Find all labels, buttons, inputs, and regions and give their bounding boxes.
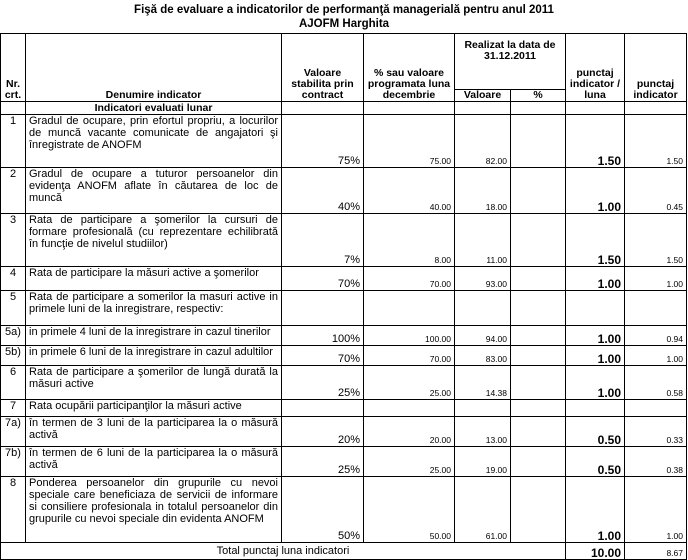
row-contract-value[interactable]: 75% <box>282 115 364 168</box>
table-row <box>1 366 687 400</box>
row-realizat-value[interactable] <box>455 291 511 326</box>
header-punctaj-indicator: punctaj indicator <box>625 34 687 102</box>
row-punctaj-luna[interactable]: 1.00 <box>566 366 625 400</box>
table-row <box>1 477 687 543</box>
row-punctaj[interactable]: 0.38 <box>625 447 687 477</box>
table-row <box>1 326 687 346</box>
row-realizat-pct[interactable] <box>511 326 566 346</box>
header-punctaj-luna: punctaj indicator / luna <box>566 34 625 102</box>
header-denumire: Denumire indicator <box>26 34 282 102</box>
row-realizat-value[interactable]: 61.00 <box>455 477 511 543</box>
row-programat-value[interactable]: 8.00 <box>364 214 455 267</box>
row-contract-value[interactable]: 70% <box>282 267 364 291</box>
row-realizat-pct[interactable] <box>511 477 566 543</box>
table-row <box>1 291 687 326</box>
row-realizat-pct[interactable] <box>511 291 566 326</box>
row-name[interactable]: Gradul de ocupare, prin efortul propriu, a locurilor de muncă vacante comunicate de angajatori şi înregistrate de ANOFM <box>26 115 282 168</box>
row-contract-value[interactable]: 70% <box>282 346 364 366</box>
table-row <box>1 267 687 291</box>
table-row <box>1 168 687 214</box>
row-programat-value[interactable]: 70.00 <box>364 267 455 291</box>
row-contract-value[interactable] <box>282 400 364 417</box>
header-realizat-pct: % <box>511 90 566 102</box>
row-nr[interactable]: 7b) <box>1 447 26 477</box>
row-realizat-value[interactable]: 93.00 <box>455 267 511 291</box>
row-realizat-value[interactable]: 82.00 <box>455 115 511 168</box>
row-name[interactable]: in primele 4 luni de la inregistrare in cazul tinerilor <box>26 326 282 346</box>
row-name[interactable]: în termen de 3 luni de la participarea la o măsură activă <box>26 417 282 447</box>
row-punctaj[interactable]: 1.00 <box>625 477 687 543</box>
row-punctaj-luna[interactable]: 1.00 <box>566 168 625 214</box>
header-realizat: Realizat la data de 31.12.2011 <box>455 34 566 90</box>
header-row <box>1 34 687 90</box>
header-realizat-valoare: Valoare <box>455 90 511 102</box>
row-contract-value[interactable]: 20% <box>282 417 364 447</box>
row-programat-value[interactable]: 25.00 <box>364 366 455 400</box>
row-punctaj[interactable]: 0.45 <box>625 168 687 214</box>
document-title: Fişă de evaluare a indicatorilor de performanţă managerială pentru anul 2011 <box>134 4 554 16</box>
row-punctaj-luna[interactable]: 0.50 <box>566 417 625 447</box>
row-punctaj[interactable]: 1.00 <box>625 267 687 291</box>
row-nr[interactable]: 7a) <box>1 417 26 447</box>
row-contract-value[interactable]: 100% <box>282 326 364 346</box>
row-punctaj[interactable]: 0.58 <box>625 366 687 400</box>
total-label: Total punctaj luna indicatori <box>1 543 566 560</box>
row-name[interactable]: Rata de participare a şomerilor la cursuri de formare profesională (cu reprezentare echilibrată în funcţie de nivelul studiilor) <box>26 214 282 267</box>
row-programat-value[interactable] <box>364 291 455 326</box>
row-realizat-value[interactable] <box>455 400 511 417</box>
row-punctaj[interactable] <box>625 400 687 417</box>
row-realizat-pct[interactable] <box>511 168 566 214</box>
row-punctaj[interactable]: 0.33 <box>625 417 687 447</box>
row-punctaj-luna[interactable]: 0.50 <box>566 447 625 477</box>
section-row <box>1 102 687 115</box>
row-realizat-pct[interactable] <box>511 214 566 267</box>
total-punctaj-luna[interactable]: 10.00 <box>566 543 625 560</box>
row-name[interactable]: Rata de participare a somerilor la masuri active in primele luni de la inregistrare, respectiv: <box>26 291 282 326</box>
row-realizat-pct[interactable] <box>511 400 566 417</box>
row-realizat-pct[interactable] <box>511 417 566 447</box>
row-punctaj[interactable]: 1.00 <box>625 346 687 366</box>
row-nr[interactable]: 6 <box>1 366 26 400</box>
row-realizat-pct[interactable] <box>511 267 566 291</box>
section-label: Indicatori evaluati lunar <box>26 102 282 115</box>
row-realizat-value[interactable]: 14.38 <box>455 366 511 400</box>
row-punctaj-luna[interactable]: 1.00 <box>566 326 625 346</box>
row-contract-value[interactable]: 40% <box>282 168 364 214</box>
table-row <box>1 115 687 168</box>
row-punctaj-luna[interactable]: 1.50 <box>566 214 625 267</box>
row-name[interactable]: Rata ocupării participanţilor la măsuri active <box>26 400 282 417</box>
row-programat-value[interactable]: 40.00 <box>364 168 455 214</box>
row-nr[interactable]: 4 <box>1 267 26 291</box>
row-realizat-value[interactable]: 13.00 <box>455 417 511 447</box>
table-row <box>1 346 687 366</box>
row-nr[interactable]: 2 <box>1 168 26 214</box>
row-contract-value[interactable]: 25% <box>282 366 364 400</box>
row-contract-value[interactable] <box>282 291 364 326</box>
row-realizat-value[interactable]: 19.00 <box>455 447 511 477</box>
row-realizat-value[interactable]: 18.00 <box>455 168 511 214</box>
row-punctaj-luna[interactable]: 1.00 <box>566 346 625 366</box>
row-programat-value[interactable]: 100.00 <box>364 326 455 346</box>
row-realizat-value[interactable]: 11.00 <box>455 214 511 267</box>
row-nr[interactable]: 3 <box>1 214 26 267</box>
row-programat-value[interactable]: 75.00 <box>364 115 455 168</box>
row-realizat-pct[interactable] <box>511 447 566 477</box>
row-name[interactable]: Gradul de ocupare a tuturor persoanelor din evidenţa ANOFM aflate în căutarea de loc de muncă <box>26 168 282 214</box>
row-punctaj-luna[interactable]: 1.00 <box>566 477 625 543</box>
row-realizat-pct[interactable] <box>511 366 566 400</box>
row-programat-value[interactable]: 25.00 <box>364 447 455 477</box>
row-programat-value[interactable]: 70.00 <box>364 346 455 366</box>
row-contract-value[interactable]: 25% <box>282 447 364 477</box>
table-row <box>1 400 687 417</box>
row-name[interactable]: Rata de participare a şomerilor de lungă durată la măsuri active <box>26 366 282 400</box>
indicator-table <box>0 33 687 560</box>
header-nr: Nr. crt. <box>1 34 26 102</box>
row-nr[interactable]: 5b) <box>1 346 26 366</box>
row-nr[interactable]: 1 <box>1 115 26 168</box>
row-name[interactable]: în termen de 6 luni de la participarea la o măsură activă <box>26 447 282 477</box>
row-contract-value[interactable]: 7% <box>282 214 364 267</box>
row-punctaj-luna[interactable] <box>566 291 625 326</box>
row-name[interactable]: Ponderea persoanelor din grupurile cu nevoi speciale care beneficiaza de servicii de informare si consiliere profesionala in totalul persoanelor din grupurile cu nevoi speciale din evidenta ANOFM <box>26 477 282 543</box>
row-punctaj[interactable]: 1.50 <box>625 115 687 168</box>
table-row <box>1 447 687 477</box>
table-row <box>1 417 687 447</box>
header-programata: % sau valoare programata luna decembrie <box>364 34 455 102</box>
document-subtitle: AJOFM Harghita <box>298 18 390 30</box>
row-punctaj-luna[interactable]: 1.50 <box>566 115 625 168</box>
row-punctaj-luna[interactable] <box>566 400 625 417</box>
row-nr[interactable]: 5 <box>1 291 26 326</box>
row-punctaj[interactable]: 1.50 <box>625 214 687 267</box>
row-nr[interactable]: 5a) <box>1 326 26 346</box>
row-punctaj-luna[interactable]: 1.00 <box>566 267 625 291</box>
row-punctaj[interactable]: 0.94 <box>625 326 687 346</box>
row-name[interactable]: Rata de participare la măsuri active a şomerilor <box>26 267 282 291</box>
row-nr[interactable]: 7 <box>1 400 26 417</box>
header-valoare-stabilita: Valoare stabilita prin contract <box>282 34 364 102</box>
row-name[interactable]: in primele 6 luni de la inregistrare in cazul adultilor <box>26 346 282 366</box>
row-realizat-value[interactable]: 94.00 <box>455 326 511 346</box>
total-punctaj[interactable]: 8.67 <box>625 543 687 560</box>
row-programat-value[interactable] <box>364 400 455 417</box>
total-row <box>1 543 687 560</box>
row-realizat-pct[interactable] <box>511 346 566 366</box>
row-realizat-pct[interactable] <box>511 115 566 168</box>
row-programat-value[interactable]: 20.00 <box>364 417 455 447</box>
row-programat-value[interactable]: 50.00 <box>364 477 455 543</box>
row-contract-value[interactable]: 50% <box>282 477 364 543</box>
row-nr[interactable]: 8 <box>1 477 26 543</box>
table-row <box>1 214 687 267</box>
row-realizat-value[interactable]: 83.00 <box>455 346 511 366</box>
row-punctaj[interactable] <box>625 291 687 326</box>
